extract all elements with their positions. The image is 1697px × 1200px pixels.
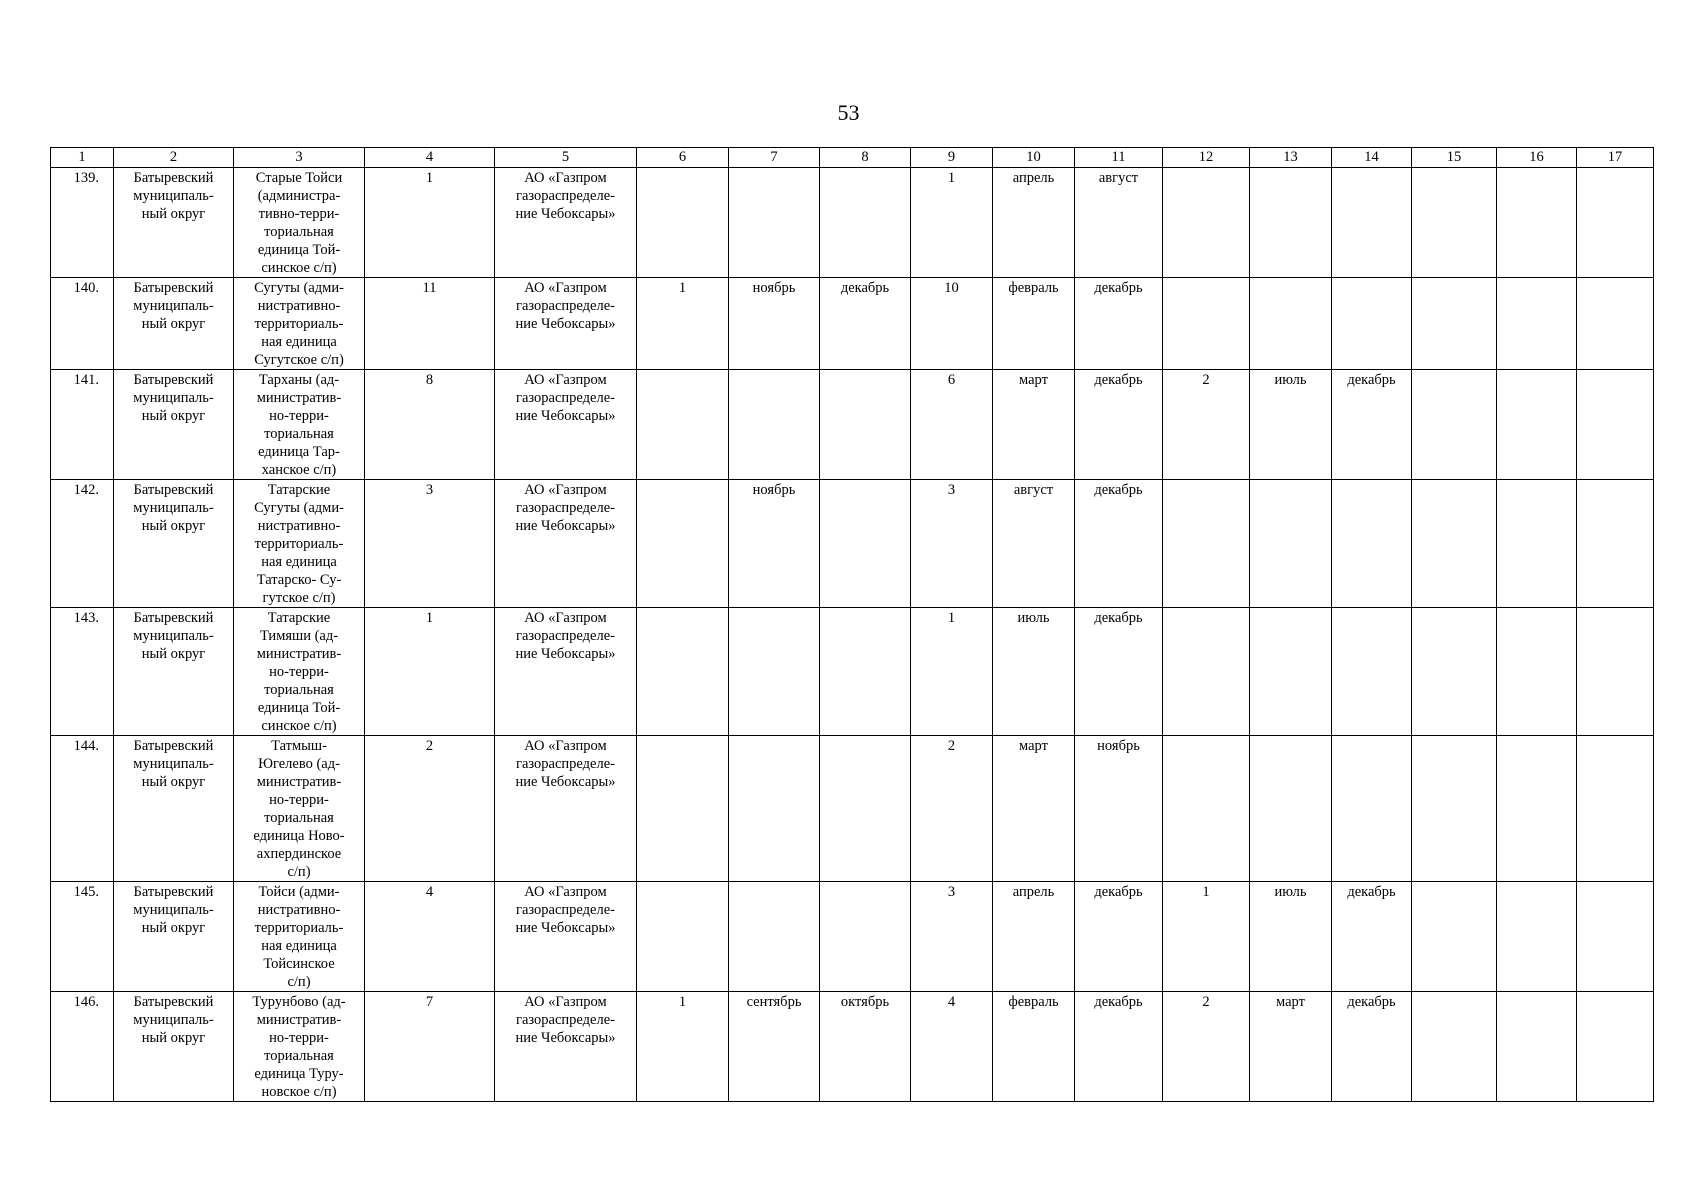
- cell-col-13: март: [1250, 992, 1332, 1102]
- cell-col-12: 1: [1163, 882, 1250, 992]
- cell-col-11: декабрь: [1075, 278, 1163, 370]
- cell-col-6: [637, 480, 729, 608]
- cell-col-15: [1412, 882, 1497, 992]
- cell-col-8: [820, 480, 911, 608]
- cell-col-1: 145.: [51, 882, 114, 992]
- cell-col-4: 11: [365, 278, 495, 370]
- cell-line: ная единица: [261, 334, 337, 350]
- cell-line: синское с/п): [261, 718, 337, 734]
- cell-col-16: [1497, 882, 1577, 992]
- cell-col-12: 2: [1163, 370, 1250, 480]
- cell-col-16: [1497, 736, 1577, 882]
- cell-col-11: декабрь: [1075, 480, 1163, 608]
- cell-col-9: 3: [911, 882, 993, 992]
- cell-line: Батыревский: [133, 994, 214, 1010]
- cell-line: Батыревский: [133, 884, 214, 900]
- cell-col-6: [637, 370, 729, 480]
- cell-col-3: [234, 992, 365, 1102]
- cell-line: ная единица: [261, 938, 337, 954]
- cell-col-12: [1163, 608, 1250, 736]
- cell-line: ахпердинское: [256, 846, 342, 862]
- cell-col-6: 1: [637, 992, 729, 1102]
- cell-col-6: [637, 736, 729, 882]
- cell-col-5: [495, 736, 637, 882]
- cell-col-4: 8: [365, 370, 495, 480]
- cell-col-17: [1577, 370, 1654, 480]
- cell-col-14: [1332, 480, 1412, 608]
- cell-line: ный округ: [141, 518, 206, 534]
- column-number-header: 12: [1163, 148, 1250, 168]
- cell-line: ная единица: [261, 554, 337, 570]
- cell-line: АО «Газпром: [524, 738, 607, 754]
- cell-col-15: [1412, 608, 1497, 736]
- cell-col-4: 2: [365, 736, 495, 882]
- cell-col-7: ноябрь: [729, 480, 820, 608]
- cell-col-9: 6: [911, 370, 993, 480]
- cell-line: Югелево (ад-: [258, 756, 340, 772]
- cell-line: единица Той-: [257, 242, 341, 258]
- cell-col-8: [820, 370, 911, 480]
- cell-col-14: [1332, 608, 1412, 736]
- cell-line: ный округ: [141, 1030, 206, 1046]
- cell-line: Татарские: [267, 482, 331, 498]
- cell-col-5: [495, 168, 637, 278]
- cell-line: ние Чебоксары»: [515, 408, 616, 424]
- cell-line: но-терри-: [269, 792, 329, 808]
- cell-line: ториальная: [264, 682, 334, 698]
- cell-col-3: [234, 736, 365, 882]
- cell-line: тивно-терри-: [258, 206, 340, 222]
- cell-line: ный округ: [141, 774, 206, 790]
- cell-col-10: март: [993, 736, 1075, 882]
- column-number-header: 11: [1075, 148, 1163, 168]
- cell-col-15: [1412, 480, 1497, 608]
- cell-col-14: декабрь: [1332, 882, 1412, 992]
- cell-col-10: февраль: [993, 992, 1075, 1102]
- column-number-header: 10: [993, 148, 1075, 168]
- cell-line: газораспределе-: [516, 390, 615, 406]
- cell-col-1: 146.: [51, 992, 114, 1102]
- cell-line: АО «Газпром: [524, 170, 607, 186]
- cell-col-7: [729, 736, 820, 882]
- cell-col-9: 1: [911, 608, 993, 736]
- cell-line: Тойси (адми-: [258, 884, 340, 900]
- cell-col-1: 144.: [51, 736, 114, 882]
- cell-line: газораспределе-: [516, 902, 615, 918]
- cell-col-10: апрель: [993, 882, 1075, 992]
- cell-line: территориаль-: [254, 316, 344, 332]
- cell-col-5: [495, 480, 637, 608]
- cell-line: Тимяши (ад-: [259, 628, 339, 644]
- cell-line: ние Чебоксары»: [515, 518, 616, 534]
- cell-col-2: [114, 480, 234, 608]
- cell-line: но-терри-: [269, 408, 329, 424]
- cell-line: (администра-: [257, 188, 341, 204]
- table-row: [51, 278, 1654, 370]
- cell-col-8: [820, 736, 911, 882]
- table-row: [51, 168, 1654, 278]
- cell-line: Батыревский: [133, 170, 214, 186]
- column-number-header: 1: [51, 148, 114, 168]
- cell-line: ный округ: [141, 316, 206, 332]
- cell-col-9: 1: [911, 168, 993, 278]
- cell-line: газораспределе-: [516, 756, 615, 772]
- cell-col-17: [1577, 992, 1654, 1102]
- cell-line: муниципаль-: [133, 756, 214, 772]
- cell-col-10: апрель: [993, 168, 1075, 278]
- cell-col-7: [729, 608, 820, 736]
- cell-col-8: декабрь: [820, 278, 911, 370]
- cell-col-14: декабрь: [1332, 370, 1412, 480]
- column-number-header: 4: [365, 148, 495, 168]
- cell-col-11: декабрь: [1075, 608, 1163, 736]
- cell-col-10: июль: [993, 608, 1075, 736]
- cell-col-16: [1497, 608, 1577, 736]
- cell-col-12: [1163, 278, 1250, 370]
- cell-line: Батыревский: [133, 610, 214, 626]
- cell-line: муниципаль-: [133, 188, 214, 204]
- cell-col-16: [1497, 370, 1577, 480]
- cell-col-5: [495, 882, 637, 992]
- column-number-header: 6: [637, 148, 729, 168]
- cell-col-4: 4: [365, 882, 495, 992]
- cell-col-2: [114, 992, 234, 1102]
- cell-line: муниципаль-: [133, 500, 214, 516]
- cell-line: газораспределе-: [516, 1012, 615, 1028]
- cell-line: Старые Тойси: [255, 170, 343, 186]
- cell-line: Сугуты (адми-: [254, 500, 344, 516]
- cell-line: ториальная: [264, 224, 334, 240]
- cell-col-12: [1163, 168, 1250, 278]
- cell-line: Татарские: [267, 610, 331, 626]
- cell-line: Турунбово (ад-: [252, 994, 346, 1010]
- cell-line: ние Чебоксары»: [515, 206, 616, 222]
- cell-col-4: 3: [365, 480, 495, 608]
- column-number-header: 14: [1332, 148, 1412, 168]
- cell-line: Татмыш-: [271, 738, 327, 754]
- cell-line: нистративно-: [257, 298, 341, 314]
- cell-col-6: [637, 168, 729, 278]
- cell-line: ние Чебоксары»: [515, 646, 616, 662]
- cell-line: ный округ: [141, 206, 206, 222]
- column-number-header: 15: [1412, 148, 1497, 168]
- cell-line: но-терри-: [269, 1030, 329, 1046]
- cell-col-8: [820, 608, 911, 736]
- cell-col-10: март: [993, 370, 1075, 480]
- cell-col-5: [495, 608, 637, 736]
- cell-line: Сугутское с/п): [254, 352, 344, 368]
- cell-col-6: [637, 608, 729, 736]
- cell-line: ториальная: [264, 1048, 334, 1064]
- cell-line: газораспределе-: [516, 298, 615, 314]
- cell-line: новское с/п): [261, 1084, 337, 1100]
- column-number-header: 16: [1497, 148, 1577, 168]
- cell-col-3: [234, 278, 365, 370]
- cell-col-16: [1497, 480, 1577, 608]
- cell-col-17: [1577, 608, 1654, 736]
- cell-col-9: 3: [911, 480, 993, 608]
- cell-col-3: [234, 168, 365, 278]
- cell-col-11: декабрь: [1075, 992, 1163, 1102]
- cell-line: с/п): [287, 974, 311, 990]
- cell-line: муниципаль-: [133, 628, 214, 644]
- cell-line: АО «Газпром: [524, 884, 607, 900]
- cell-col-7: [729, 370, 820, 480]
- cell-col-12: [1163, 480, 1250, 608]
- table-body: [51, 168, 1654, 1102]
- cell-line: но-терри-: [269, 664, 329, 680]
- column-number-header: 17: [1577, 148, 1654, 168]
- cell-col-13: июль: [1250, 882, 1332, 992]
- cell-col-1: 139.: [51, 168, 114, 278]
- cell-col-3: [234, 480, 365, 608]
- cell-line: ный округ: [141, 646, 206, 662]
- cell-col-10: август: [993, 480, 1075, 608]
- cell-col-1: 141.: [51, 370, 114, 480]
- cell-line: газораспределе-: [516, 500, 615, 516]
- cell-line: Батыревский: [133, 482, 214, 498]
- cell-col-1: 142.: [51, 480, 114, 608]
- column-number-row: [51, 148, 1654, 168]
- cell-col-6: 1: [637, 278, 729, 370]
- cell-col-2: [114, 278, 234, 370]
- cell-line: ханское с/п): [261, 462, 337, 478]
- cell-col-9: 10: [911, 278, 993, 370]
- page-number: 53: [837, 100, 860, 125]
- cell-line: ный округ: [141, 920, 206, 936]
- cell-line: АО «Газпром: [524, 610, 607, 626]
- cell-col-15: [1412, 736, 1497, 882]
- cell-col-2: [114, 168, 234, 278]
- cell-line: синское с/п): [261, 260, 337, 276]
- table-row: [51, 608, 1654, 736]
- cell-line: газораспределе-: [516, 188, 615, 204]
- cell-col-17: [1577, 168, 1654, 278]
- cell-col-13: [1250, 168, 1332, 278]
- cell-line: муниципаль-: [133, 298, 214, 314]
- cell-col-5: [495, 370, 637, 480]
- cell-line: Батыревский: [133, 280, 214, 296]
- cell-line: ние Чебоксары»: [515, 1030, 616, 1046]
- cell-col-13: [1250, 278, 1332, 370]
- cell-line: территориаль-: [254, 536, 344, 552]
- cell-line: ный округ: [141, 408, 206, 424]
- cell-line: Сугуты (адми-: [254, 280, 344, 296]
- cell-col-13: июль: [1250, 370, 1332, 480]
- cell-col-11: декабрь: [1075, 882, 1163, 992]
- cell-col-12: 2: [1163, 992, 1250, 1102]
- cell-line: министратив-: [256, 1012, 342, 1028]
- cell-col-13: [1250, 736, 1332, 882]
- cell-col-17: [1577, 480, 1654, 608]
- cell-col-8: октябрь: [820, 992, 911, 1102]
- cell-col-4: 7: [365, 992, 495, 1102]
- cell-col-3: [234, 882, 365, 992]
- cell-col-4: 1: [365, 168, 495, 278]
- cell-col-16: [1497, 278, 1577, 370]
- cell-line: единица Ново-: [253, 828, 345, 844]
- cell-line: муниципаль-: [133, 390, 214, 406]
- cell-col-15: [1412, 278, 1497, 370]
- cell-col-1: 143.: [51, 608, 114, 736]
- cell-line: муниципаль-: [133, 1012, 214, 1028]
- cell-col-15: [1412, 168, 1497, 278]
- column-number-header: 8: [820, 148, 911, 168]
- cell-col-2: [114, 608, 234, 736]
- cell-col-11: декабрь: [1075, 370, 1163, 480]
- cell-line: ние Чебоксары»: [515, 316, 616, 332]
- cell-col-5: [495, 992, 637, 1102]
- cell-line: нистративно-: [257, 902, 341, 918]
- cell-col-5: [495, 278, 637, 370]
- column-number-header: 13: [1250, 148, 1332, 168]
- cell-line: ние Чебоксары»: [515, 920, 616, 936]
- cell-col-15: [1412, 370, 1497, 480]
- cell-col-14: [1332, 278, 1412, 370]
- cell-col-15: [1412, 992, 1497, 1102]
- cell-col-2: [114, 736, 234, 882]
- cell-col-7: [729, 882, 820, 992]
- cell-line: Тойсинское: [263, 956, 335, 972]
- cell-line: АО «Газпром: [524, 994, 607, 1010]
- column-number-header: 2: [114, 148, 234, 168]
- cell-col-7: [729, 168, 820, 278]
- cell-col-3: [234, 370, 365, 480]
- cell-line: Батыревский: [133, 738, 214, 754]
- cell-line: Тарханы (ад-: [258, 372, 340, 388]
- cell-col-7: сентябрь: [729, 992, 820, 1102]
- cell-line: с/п): [287, 864, 311, 880]
- cell-line: Татарско- Су-: [256, 572, 342, 588]
- cell-col-10: февраль: [993, 278, 1075, 370]
- cell-line: ториальная: [264, 810, 334, 826]
- cell-col-13: [1250, 608, 1332, 736]
- cell-line: муниципаль-: [133, 902, 214, 918]
- cell-col-12: [1163, 736, 1250, 882]
- cell-col-13: [1250, 480, 1332, 608]
- cell-line: Батыревский: [133, 372, 214, 388]
- schedule-table: [50, 147, 1654, 1102]
- cell-line: АО «Газпром: [524, 372, 607, 388]
- cell-line: ториальная: [264, 426, 334, 442]
- cell-col-2: [114, 882, 234, 992]
- table-row: [51, 882, 1654, 992]
- cell-line: единица Туру-: [254, 1066, 344, 1082]
- column-number-header: 7: [729, 148, 820, 168]
- cell-col-8: [820, 882, 911, 992]
- cell-col-7: ноябрь: [729, 278, 820, 370]
- cell-col-11: ноябрь: [1075, 736, 1163, 882]
- cell-col-16: [1497, 992, 1577, 1102]
- table-row: [51, 480, 1654, 608]
- cell-line: нистративно-: [257, 518, 341, 534]
- cell-line: ние Чебоксары»: [515, 774, 616, 790]
- cell-line: территориаль-: [254, 920, 344, 936]
- cell-col-1: 140.: [51, 278, 114, 370]
- table-row: [51, 992, 1654, 1102]
- cell-col-9: 4: [911, 992, 993, 1102]
- cell-col-11: август: [1075, 168, 1163, 278]
- cell-line: газораспределе-: [516, 628, 615, 644]
- cell-col-17: [1577, 882, 1654, 992]
- column-number-header: 3: [234, 148, 365, 168]
- table-row: [51, 370, 1654, 480]
- cell-line: АО «Газпром: [524, 482, 607, 498]
- column-number-header: 9: [911, 148, 993, 168]
- cell-col-6: [637, 882, 729, 992]
- cell-col-3: [234, 608, 365, 736]
- cell-line: АО «Газпром: [524, 280, 607, 296]
- cell-line: единица Тар-: [258, 444, 340, 460]
- cell-col-14: [1332, 168, 1412, 278]
- cell-col-14: декабрь: [1332, 992, 1412, 1102]
- cell-col-17: [1577, 278, 1654, 370]
- cell-line: единица Той-: [257, 700, 341, 716]
- cell-line: министратив-: [256, 646, 342, 662]
- cell-col-9: 2: [911, 736, 993, 882]
- cell-col-4: 1: [365, 608, 495, 736]
- column-number-header: 5: [495, 148, 637, 168]
- cell-line: министратив-: [256, 390, 342, 406]
- cell-col-8: [820, 168, 911, 278]
- cell-col-14: [1332, 736, 1412, 882]
- cell-line: министратив-: [256, 774, 342, 790]
- table-row: [51, 736, 1654, 882]
- cell-col-16: [1497, 168, 1577, 278]
- cell-col-2: [114, 370, 234, 480]
- cell-col-17: [1577, 736, 1654, 882]
- cell-line: гутское с/п): [262, 590, 336, 606]
